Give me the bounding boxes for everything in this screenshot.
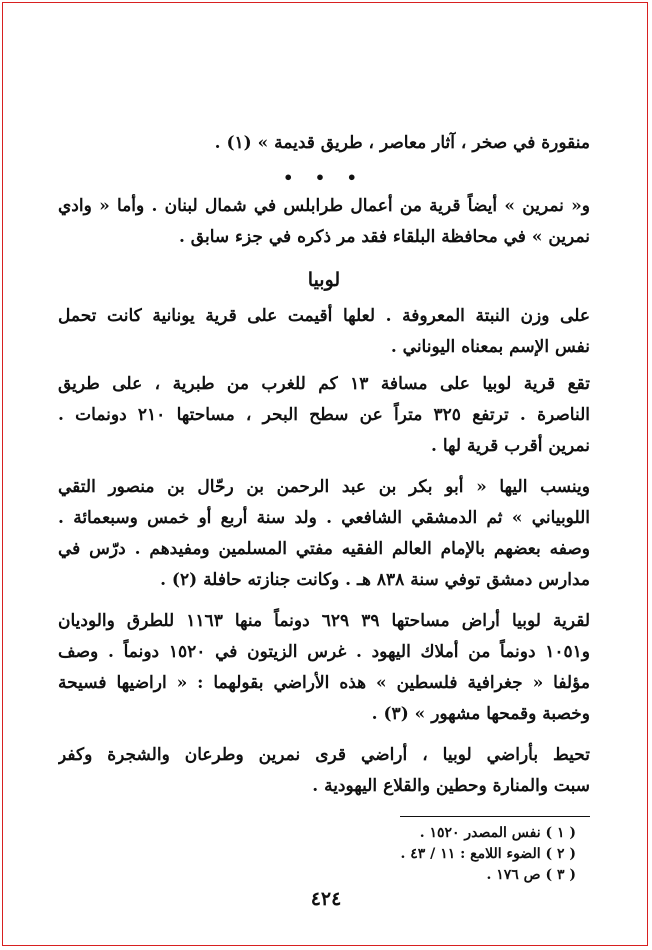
- text-line: مؤلفا « جغرافية فلسطين » هذه الأراضي بقولهما : « اراضيها فسيحة: [58, 673, 590, 693]
- text-line: مدارس دمشق توفي سنة ٨٣٨ هـ . وكانت جنازته حافلة (٢) .: [160, 570, 590, 590]
- text-line: نفس الإسم بمعناه اليوناني .: [390, 337, 590, 357]
- top-paragraph: [58, 128, 590, 159]
- page-number: ٤٢٤: [310, 888, 342, 910]
- section-separator: • • •: [283, 168, 365, 187]
- paragraph-lands: [58, 606, 590, 730]
- text-line: نمرين أقرب قرية لها .: [431, 436, 590, 456]
- text-line: سبت والمنارة وحطين والقلاع اليهودية .: [312, 776, 590, 796]
- section-heading: لوبيا: [307, 269, 341, 291]
- document-page: [58, 128, 590, 886]
- text-line: على وزن النبتة المعروفة . لعلها أقيمت على قرية يونانية كانت تحمل: [58, 306, 590, 326]
- text-line: لقرية لوبيا أراض مساحتها ٣٩ ٦٢٩ دونماً منها ١١٦٣ للطرق والوديان: [58, 611, 590, 631]
- text-line: نمرين » في محافظة البلقاء فقد مر ذكره في جزء سابق .: [178, 227, 590, 247]
- text-line: و« نمرين » أيضاً قرية من أعمال طرابلس في شمال لبنان . وأما « وادي: [58, 196, 590, 216]
- footnote: ( ٣ ) ص ١٧٦ .: [486, 867, 576, 883]
- text-line: و١٠٥١ دونماً من أملاك اليهود . غرس الزيتون في ١٥٢٠ دونماً . وصف: [58, 642, 590, 662]
- namrin-paragraph: [58, 191, 590, 253]
- text-line: الناصرة . ترتفع ٣٢٥ متراً عن سطح البحر ، مساحتها ٢١٠ دونمات .: [58, 405, 590, 425]
- text-line: تحيط بأراضي لوبيا ، أراضي قرى نمرين وطرعان والشجرة وكفر: [58, 745, 590, 765]
- paragraph-notable-person: [58, 472, 590, 596]
- paragraph-name-origin: [58, 301, 590, 363]
- text-line: وينسب اليها « أبو بكر بن عبد الرحمن بن رحّال بن منصور التقي: [58, 477, 590, 497]
- text-line: وخصبة وقمحها مشهور » (٣) .: [371, 704, 590, 724]
- paragraph-neighbors: [58, 740, 590, 802]
- footnote: ( ١ ) نفس المصدر ١٥٢٠ .: [419, 825, 576, 841]
- footnote-divider: [400, 816, 590, 817]
- footnote: ( ٢ ) الضوء اللامع : ١١ / ٤٣ .: [400, 846, 576, 862]
- text-line: منقورة في صخر ، آثار معاصر ، طريق قديمة » (١) .: [214, 133, 590, 153]
- text-line: تقع قرية لوبيا على مسافة ١٣ كم للغرب من طبرية ، على طريق: [58, 374, 590, 394]
- text-line: اللوبياني » ثم الدمشقي الشافعي . ولد سنة أربع أو خمس وسبعمائة .: [58, 508, 590, 528]
- footnotes: [58, 823, 590, 886]
- paragraph-location: [58, 369, 590, 462]
- text-line: وصفه بعضهم بالإمام العالم الفقيه مفتي المسلمين ومفيدهم . درّس في: [58, 539, 590, 559]
